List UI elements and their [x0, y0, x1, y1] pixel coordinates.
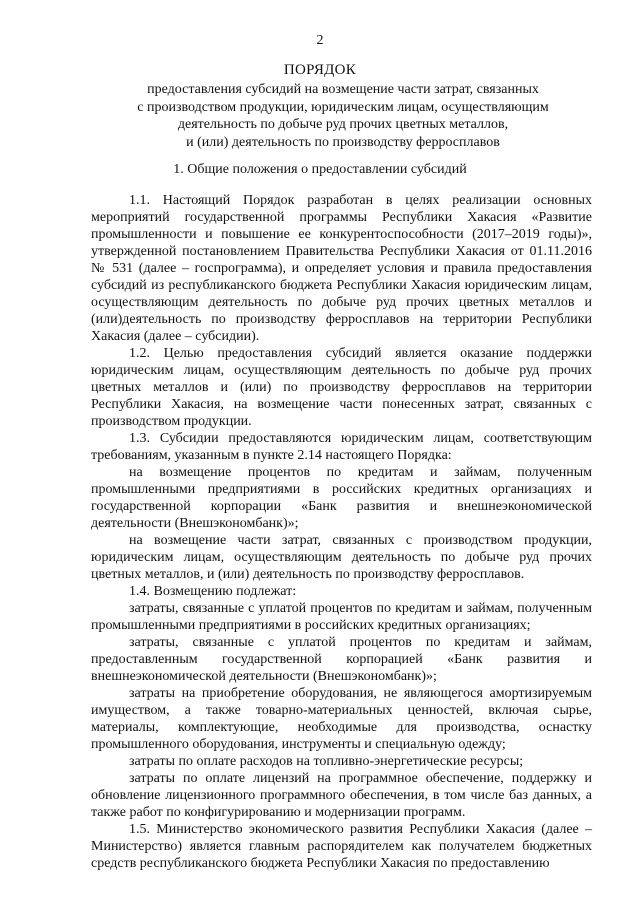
paragraph-item: затраты, связанные с уплатой процентов по кредитам и займам, полученным промышленными предприятиями в российских кредитных организациях;	[91, 601, 592, 633]
paragraph-1-1: 1.1. Настоящий Порядок разработан в целях реализации основных мероприятий государственной программы Республики Хакасия «Развитие промышленности и повышение ее конкурентоспособности (2017–2019 годы)», утвержденной постановлением Правительства Республики Хакасия от 01.11.2016 № 531 (далее – госпрограмма), и определяет условия и правила предоставления субсидий из республиканского бюджета Республики Хакасия юридическим лицам, осуществляющим деятельность по добыче руд прочих цветных металлов и (или)деятельность по производству ферросплавов на территории Республики Хакасия (далее – субсидии).	[91, 193, 592, 344]
subtitle-line: деятельность по добыче руд прочих цветных металлов,	[177, 117, 509, 132]
subtitle-line: и (или) деятельность по производству ферросплавов	[186, 134, 500, 150]
paragraph-1-4: 1.4. Возмещению подлежат:	[129, 584, 297, 599]
page-number: 2	[316, 33, 324, 48]
paragraph-item: затраты по оплате лицензий на программное обеспечение, поддержку и обновление лицензионного программного обеспечения, в том числе баз данных, а также работ по конфигурированию и модернизации программ.	[91, 771, 592, 820]
section-heading: 1. Общие положения о предоставлении субсидий	[173, 162, 467, 177]
document-title: ПОРЯДОК	[283, 62, 357, 78]
paragraph-1-5: 1.5. Министерство экономического развития Республики Хакасия (далее – Министерство) является главным распорядителем как получателем бюджетных средств республиканского бюджета Республики Хакасия по предоставлению	[91, 822, 592, 871]
paragraph-1-2: 1.2. Целью предоставления субсидий является оказание поддержки юридическим лицам, осуществляющим деятельность по добыче руд прочих цветных металлов и (или) по производству ферросплавов на территории Республики Хакасия, на возмещение части понесенных затрат, связанных с производством продукции.	[91, 346, 592, 429]
subtitle-line: предоставления субсидий на возмещение части затрат, связанных	[147, 82, 539, 97]
subtitle-line: с производством продукции, юридическим лицам, осуществляющим	[137, 99, 549, 115]
paragraph-item: на возмещение части затрат, связанных с производством продукции, юридическим лицам, осуществляющим деятельность по добыче руд прочих цветных металлов, и (или) деятельность по производству ферросплавов.	[91, 533, 592, 582]
paragraph-item: затраты по оплате расходов на топливно-энергетические ресурсы;	[129, 754, 524, 769]
paragraph-item: затраты на приобретение оборудования, не являющегося амортизируемым имуществом, а также товарно-материальных ценностей, включая сырье, материалы, комплектующие, необходимые для производства, оснастку промышленного оборудования, инструменты и специальную одежду;	[91, 686, 592, 752]
paragraph-item: на возмещение процентов по кредитам и займам, полученным промышленными предприятиями в российских кредитных организациях и государственной корпорации «Банк развития и внешнеэкономической деятельности (Внешэкономбанк)»;	[91, 465, 592, 531]
paragraph-1-3: 1.3. Субсидии предоставляются юридическим лицам, соответствующим требованиям, указанным в пункте 2.14 настоящего Порядка:	[91, 431, 592, 463]
document-subtitle	[128, 81, 558, 151]
paragraph-item: затраты, связанные с уплатой процентов по кредитам и займам, предоставленным государственной корпорацией «Банк развития и внешнеэкономической деятельности (Внешэкономбанк)»;	[91, 635, 592, 684]
document-body	[91, 192, 592, 872]
